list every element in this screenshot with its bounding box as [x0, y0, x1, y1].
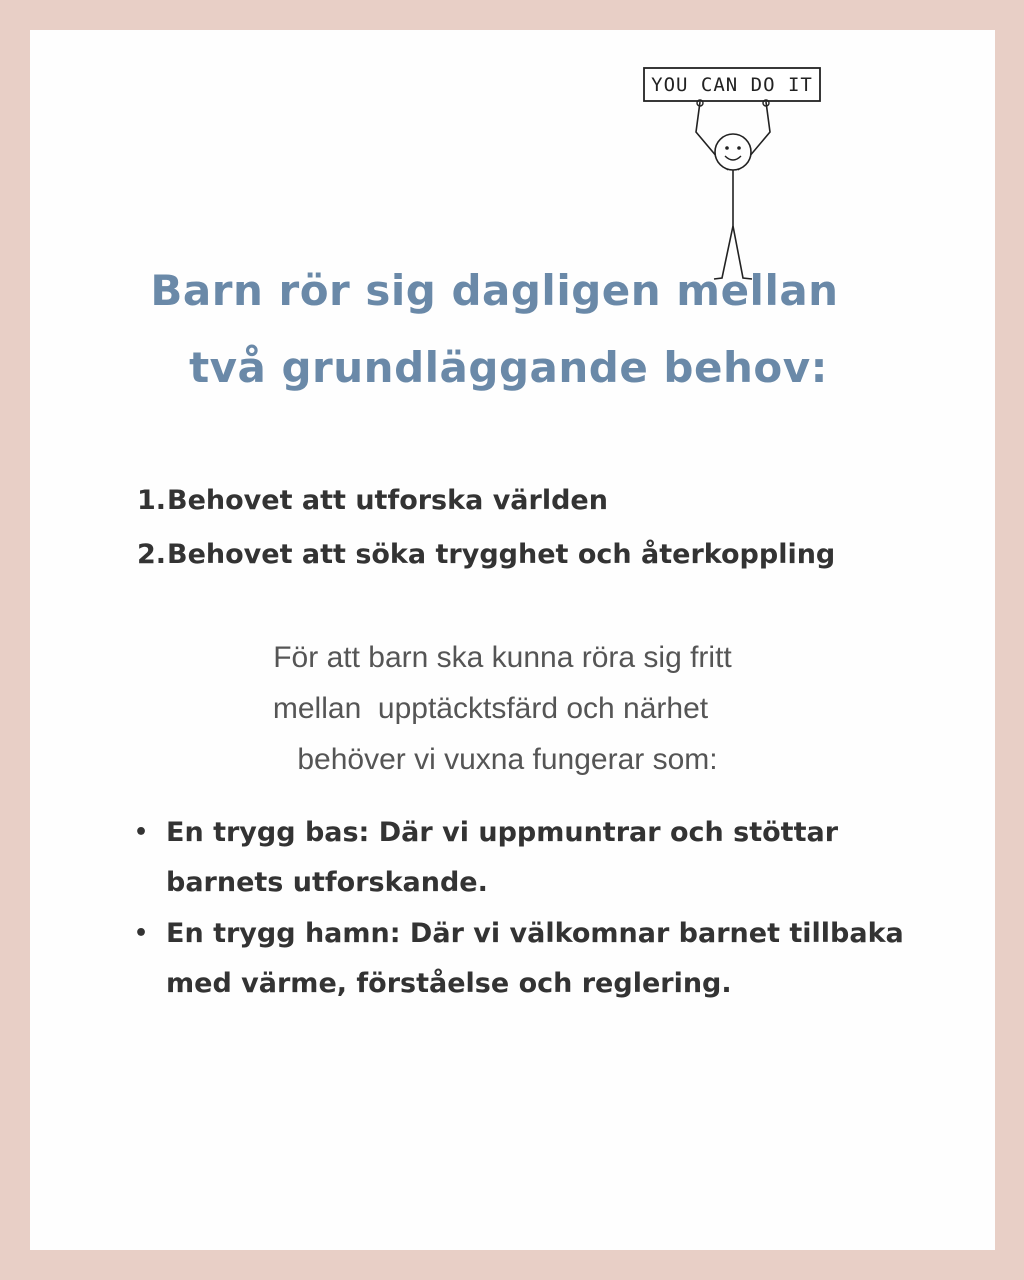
list-item — [134, 808, 954, 908]
list-text: Behovet att utforska världen — [167, 485, 608, 516]
title-line-1: Barn rör sig dagligen mellan — [150, 266, 839, 315]
list-number: 1. — [136, 485, 166, 516]
list-item — [134, 909, 954, 1009]
bullet-dot: • — [134, 921, 149, 946]
intro-paragraph — [30, 632, 995, 785]
sign-text: YOU CAN DO IT — [651, 74, 813, 96]
list-item — [130, 474, 950, 528]
smiley-head — [715, 134, 751, 170]
page-title — [30, 252, 995, 406]
needs-list — [130, 474, 950, 582]
list-number: 2. — [136, 539, 166, 570]
title-line-2: två grundläggande behov: — [189, 343, 828, 392]
list-text: Behovet att söka trygghet och återkoppling — [167, 539, 836, 570]
roles-list — [134, 808, 954, 1010]
list-text: En trygg hamn: Där vi välkomnar barnet tillbaka med värme, förståelse och reglering. — [166, 918, 904, 999]
list-text: En trygg bas: Där vi uppmuntrar och stöttar barnets utforskande. — [166, 817, 839, 898]
list-item — [130, 528, 950, 582]
intro-line-3: behöver vi vuxna fungerar som: — [297, 743, 718, 776]
bullet-dot: • — [134, 820, 149, 845]
intro-line-1: För att barn ska kunna röra sig fritt — [273, 641, 732, 674]
content-card — [30, 30, 995, 1250]
intro-line-2: mellan upptäcktsfärd och närhet — [272, 692, 709, 725]
